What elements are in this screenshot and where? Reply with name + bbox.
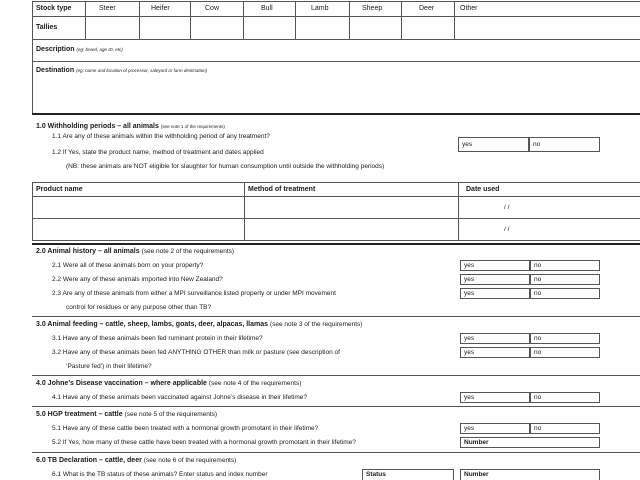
yes-checkbox-2-3[interactable]: yes — [460, 288, 530, 299]
yes-checkbox-3-2[interactable]: yes — [460, 347, 530, 358]
no-checkbox-2-2[interactable]: no — [530, 274, 600, 285]
section-6-title: 6.0 TB Declaration – cattle, deer — [36, 457, 142, 464]
section-divider — [32, 113, 640, 115]
no-checkbox-1-1[interactable]: no — [529, 137, 600, 152]
column-heifer: Heifer — [151, 5, 170, 12]
section-2-heading — [36, 248, 234, 256]
section-3-heading — [36, 321, 362, 329]
question-3-2-cont: ‘Pasture fed’) in their lifetime? — [66, 363, 152, 370]
yes-checkbox-3-1[interactable]: yes — [460, 333, 530, 344]
stock-type-label: Stock type — [36, 5, 72, 12]
question-4-1: 4.1 Have any of these animals been vaccinated against Johne’s disease in their lifetime? — [52, 394, 307, 401]
table-line — [32, 240, 640, 241]
no-checkbox-2-3[interactable]: no — [530, 288, 600, 299]
nb-note: (NB: these animals are NOT eligible for slaughter for human consumption until outside the withholding periods) — [66, 163, 385, 170]
no-checkbox-3-1[interactable]: no — [530, 333, 600, 344]
section-divider — [32, 243, 640, 245]
question-5-2: 5.2 If Yes, how many of these cattle have been treated with a hormonal growth promotant in their lifetime? — [52, 439, 356, 446]
column-other: Other — [460, 5, 478, 12]
tb-status-field[interactable]: Status — [362, 469, 454, 480]
section-1-heading — [36, 123, 225, 130]
section-5-note: (see note 5 of the requirements) — [124, 411, 218, 418]
question-1-1: 1.1 Are any of these animals within the withholding period of any treatment? — [52, 133, 270, 140]
divider — [32, 452, 640, 453]
tallies-label: Tallies — [36, 24, 58, 31]
question-6-1: 6.1 What is the TB status of these animals? Enter status and index number — [52, 471, 268, 478]
table-line — [32, 1, 640, 2]
divider — [32, 61, 640, 62]
question-3-1: 3.1 Have any of these animals been fed ruminant protein in their lifetime? — [52, 335, 263, 342]
section-6-heading — [36, 457, 236, 465]
tally-deer-field[interactable] — [402, 17, 454, 38]
method-field[interactable] — [245, 219, 458, 240]
divider — [32, 406, 640, 407]
yes-checkbox-1-1[interactable]: yes — [458, 137, 529, 152]
question-2-1: 2.1 Were all of these animals born on your property? — [52, 262, 204, 269]
tally-other-field[interactable] — [455, 17, 640, 38]
tally-bull-field[interactable] — [244, 17, 295, 38]
question-1-2: 1.2 If Yes, state the product name, method of treatment and dates applied — [52, 149, 264, 156]
tally-cow-field[interactable] — [191, 17, 243, 38]
tally-steer-field[interactable] — [86, 17, 139, 38]
description-hint: (eg: breed, age ID, etc) — [76, 47, 123, 52]
product-name-field[interactable] — [33, 197, 244, 218]
column-lamb: Lamb — [311, 5, 329, 12]
no-checkbox-2-1[interactable]: no — [530, 260, 600, 271]
table-line — [32, 182, 640, 183]
yes-checkbox-2-1[interactable]: yes — [460, 260, 530, 271]
question-2-2: 2.2 Were any of these animals imported into New Zealand? — [52, 276, 223, 283]
table-line — [458, 182, 459, 240]
date-field[interactable]: / / — [504, 204, 510, 211]
divider — [32, 375, 640, 376]
table-line — [32, 39, 33, 114]
description-label-text: Description — [36, 46, 75, 53]
column-steer: Steer — [99, 5, 116, 12]
section-5-title: 5.0 HGP treatment – cattle — [36, 411, 123, 418]
section-2-note: (see note 2 of the requirements) — [141, 248, 235, 255]
section-6-note: (see note 6 of the requirements) — [143, 457, 237, 464]
destination-hint: (eg: name and location of processor, saleyard or farm destination) — [76, 68, 208, 73]
question-3-2: 3.2 Have any of these animals been fed ANYTHING OTHER than milk or pasture (see description of — [52, 349, 340, 356]
table-line — [32, 1, 33, 39]
divider — [32, 316, 640, 317]
section-1-note: (see note 1 of the requirements) — [160, 124, 225, 129]
section-4-heading — [36, 380, 301, 388]
method-field[interactable] — [245, 197, 458, 218]
hgp-number-field[interactable]: Number — [460, 437, 600, 448]
table-line — [32, 39, 640, 40]
method-header: Method of treatment — [248, 186, 316, 193]
question-5-1: 5.1 Have any of these cattle been treated with a hormonal growth promotant in their lifetime? — [52, 425, 319, 432]
destination-label — [36, 67, 207, 74]
column-sheep: Sheep — [362, 5, 383, 12]
tally-lamb-field[interactable] — [296, 17, 349, 38]
section-3-note: (see note 3 of the requirements) — [269, 321, 363, 328]
section-3-title: 3.0 Animal feeding – cattle, sheep, lambs, goats, deer, alpacas, llamas — [36, 321, 269, 328]
section-4-note: (see note 4 of the requirements) — [208, 380, 302, 387]
no-checkbox-4-1[interactable]: no — [530, 392, 600, 403]
date-used-header: Date used — [466, 186, 500, 193]
no-checkbox-3-2[interactable]: no — [530, 347, 600, 358]
tb-number-field[interactable]: Number — [460, 469, 600, 480]
tally-sheep-field[interactable] — [350, 17, 401, 38]
date-field[interactable]: / / — [504, 226, 510, 233]
description-label — [36, 46, 123, 53]
yes-checkbox-4-1[interactable]: yes — [460, 392, 530, 403]
column-bull: Bull — [261, 5, 273, 12]
section-1-title: 1.0 Withholding periods – all animals — [36, 123, 159, 130]
yes-checkbox-5-1[interactable]: yes — [460, 423, 530, 434]
section-4-title: 4.0 Johne’s Disease vaccination – where applicable — [36, 380, 207, 387]
section-5-heading — [36, 411, 217, 419]
product-name-header: Product name — [36, 186, 83, 193]
tally-heifer-field[interactable] — [140, 17, 190, 38]
question-2-3: 2.3 Are any of these animals from either a MPI surveillance listed property or under MPI movement — [52, 290, 336, 297]
section-2-title: 2.0 Animal history – all animals — [36, 248, 140, 255]
column-deer: Deer — [419, 5, 435, 12]
yes-checkbox-2-2[interactable]: yes — [460, 274, 530, 285]
destination-label-text: Destination — [36, 67, 75, 74]
column-cow: Cow — [205, 5, 220, 12]
question-2-3-cont: control for residues or any purpose other than TB? — [66, 304, 212, 311]
no-checkbox-5-1[interactable]: no — [530, 423, 600, 434]
product-name-field[interactable] — [33, 219, 244, 240]
